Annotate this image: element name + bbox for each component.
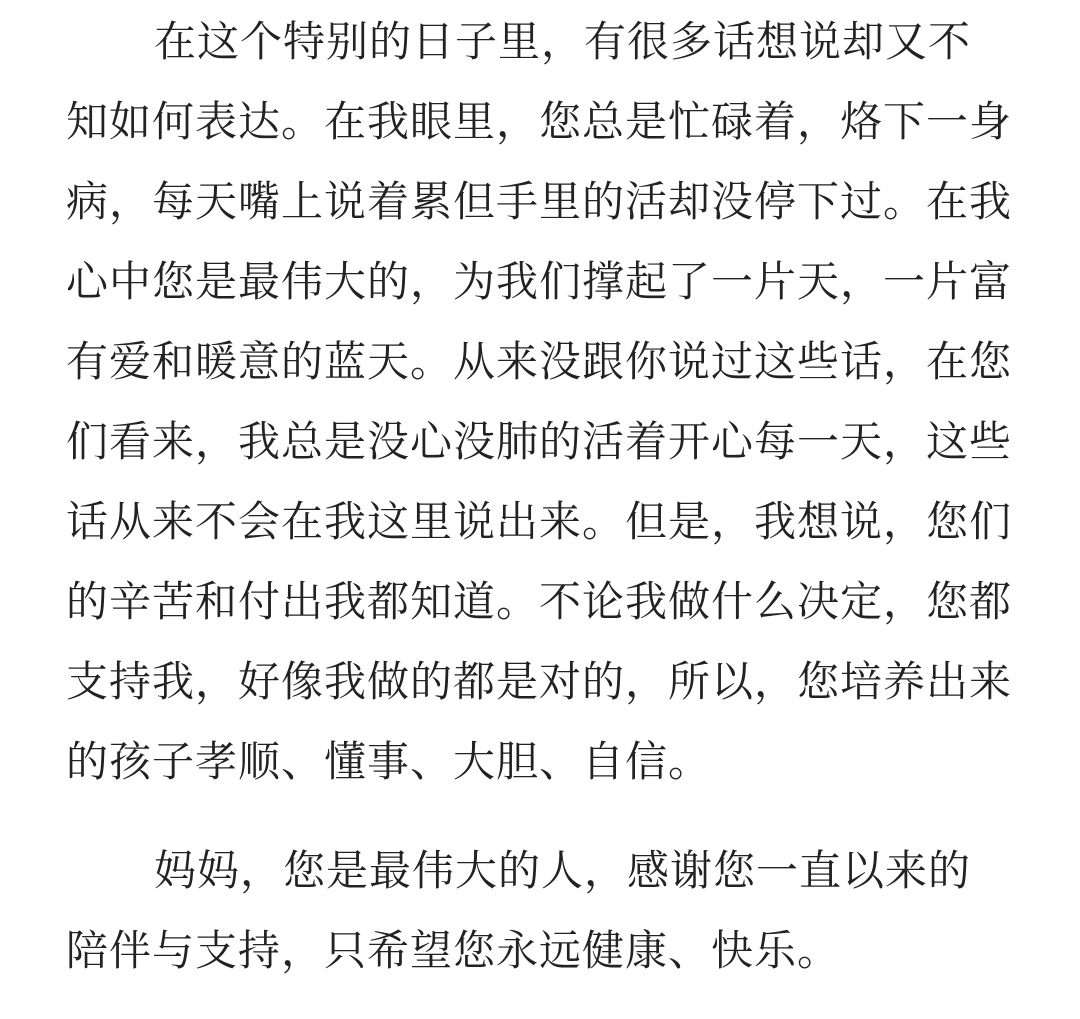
text-line: 有爱和暖意的蓝天。从来没跟你说过这些话，在您 [66, 337, 1013, 386]
text-line: 妈妈，您是最伟大的人，感谢您一直以来的 [154, 846, 972, 895]
text-line: 心中您是最伟大的，为我们撑起了一片天，一片富 [66, 257, 1013, 306]
text-line: 在这个特别的日子里，有很多话想说却又不 [154, 17, 972, 66]
text-line: 陪伴与支持，只希望您永远健康、快乐。 [66, 926, 841, 975]
text-line: 支持我，好像我做的都是对的，所以，您培养出来 [66, 657, 1013, 706]
text-line: 们看来，我总是没心没肺的活着开心每一天，这些 [66, 417, 1013, 466]
text-line: 知如何表达。在我眼里，您总是忙碌着，烙下一身 [66, 97, 1013, 146]
paragraph-gratitude [66, 2, 1012, 802]
text-line: 病，每天嘴上说着累但手里的活却没停下过。在我 [66, 177, 1013, 226]
text-line: 话从来不会在我这里说出来。但是，我想说，您们 [66, 497, 1013, 546]
text-line: 的孩子孝顺、懂事、大胆、自信。 [66, 737, 712, 786]
text-line: 的辛苦和付出我都知道。不论我做什么决定，您都 [66, 577, 1013, 626]
paragraph-closing [66, 831, 971, 991]
document-page [66, 0, 1012, 1019]
